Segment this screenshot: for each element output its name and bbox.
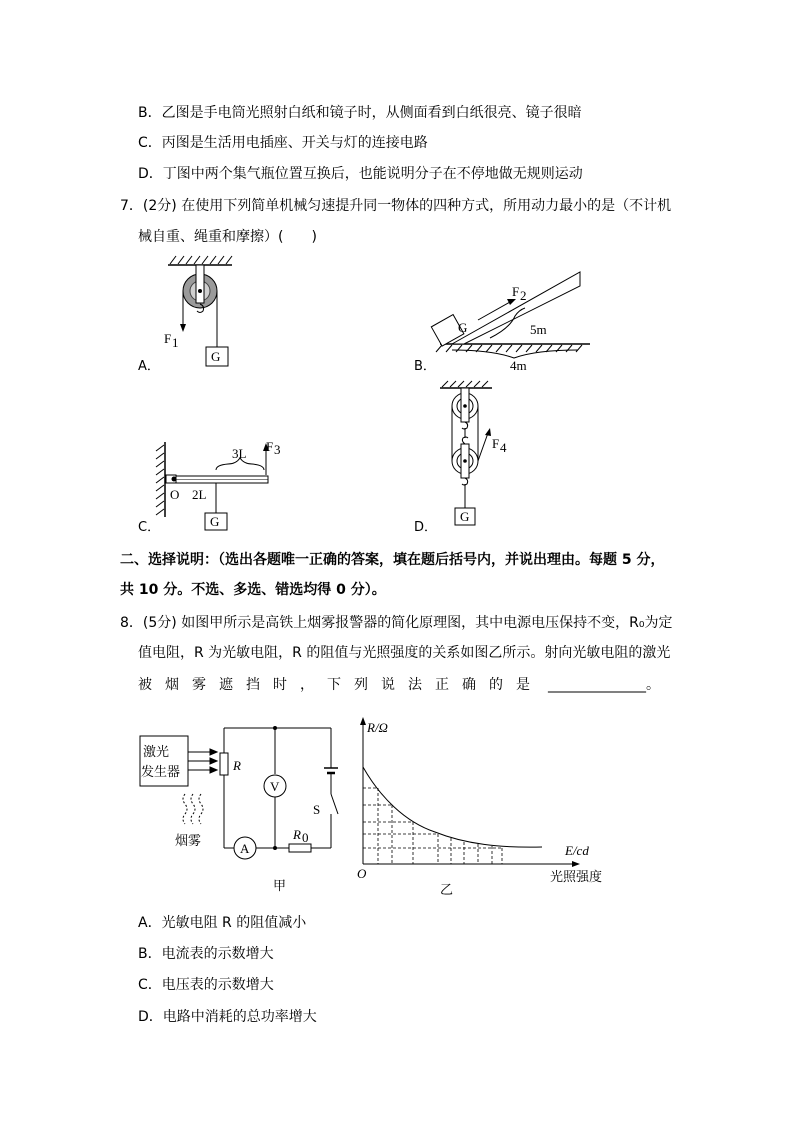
q8-answer-blank: ______________。 xyxy=(548,677,660,693)
q8-r0-label: R xyxy=(293,827,301,842)
q7-figc-pivot: O xyxy=(170,487,180,502)
q8-graph-xcaption: 光照强度 xyxy=(550,870,603,885)
q8-graph-origin: O xyxy=(357,866,367,881)
q8-figure-yi-caption: 乙 xyxy=(440,883,454,898)
q7-figure-d-pulley-block xyxy=(430,378,520,533)
q7-figd-force: F xyxy=(492,436,500,451)
q7-figd-weight: G xyxy=(460,509,470,524)
q8-laser-label-1: 激光 xyxy=(143,745,170,760)
q6-option-b: B．乙图是手电筒光照射白纸和镜子时，从侧面看到白纸很亮、镜子很暗 xyxy=(138,105,582,121)
q8-r0-sub: 0 xyxy=(302,830,309,845)
q8-option-d: D．电路中消耗的总功率增大 xyxy=(138,1009,317,1025)
q8-figure-yi-graph xyxy=(350,712,620,897)
q7-figc-weight: G xyxy=(210,514,220,529)
q8-option-a: A．光敏电阻 R 的阻值减小 xyxy=(138,915,307,931)
q8-graph-ylabel: R/Ω xyxy=(367,720,388,735)
q7-figb-base-len: 4m xyxy=(510,358,527,373)
q8-ammeter-label: A xyxy=(240,841,250,856)
q7-figa-force: F xyxy=(164,331,172,346)
q8-smoke-label: 烟雾 xyxy=(175,834,202,849)
q7-figb-slope-len: 5m xyxy=(530,322,547,337)
q7-figb-force-sub: 2 xyxy=(520,288,527,303)
section2-heading-line2: 共 10 分。不选、多选、错选均得 0 分）。 xyxy=(120,582,386,598)
q7-figc-short-arm: 2L xyxy=(192,487,207,502)
q8-option-c: C．电压表的示数增大 xyxy=(138,977,274,993)
q7-figb-weight: G xyxy=(458,320,468,335)
q8-figure-jia-circuit xyxy=(135,718,350,898)
q8-stem-line1: 8．(5分) 如图甲所示是高铁上烟雾报警器的简化原理图，其中电源电压保持不变，R₀为定 xyxy=(120,615,673,631)
q7-figb-force: F xyxy=(512,284,520,299)
q7-figc-force: F xyxy=(266,439,274,454)
q7-figd-force-sub: 4 xyxy=(500,440,507,455)
q7-figc-force-sub: 3 xyxy=(274,442,281,457)
q7-figa-force-sub: 1 xyxy=(172,335,179,350)
q7-figure-a-fixed-pulley xyxy=(150,250,260,375)
q7-figure-b-incline xyxy=(430,262,600,377)
q7-figa-weight: G xyxy=(211,349,221,364)
q7-stem-line2: 械自重、绳重和摩擦）( ) xyxy=(138,229,317,245)
q8-voltmeter-label: V xyxy=(270,779,280,794)
q7-figc-long-arm: 3L xyxy=(232,446,247,461)
q8-switch-label: S xyxy=(313,802,321,817)
q8-laser-label-2: 发生器 xyxy=(141,765,181,780)
q8-option-b: B．电流表的示数增大 xyxy=(138,946,274,962)
q8-graph-xlabel: E/cd xyxy=(565,843,589,858)
q8-resistor-r-label: R xyxy=(233,758,241,773)
q7-label-c: C． xyxy=(138,520,161,535)
q8-figure-jia-caption: 甲 xyxy=(273,879,287,894)
q6-option-d: D．丁图中两个集气瓶位置互换后，也能说明分子在不停地做无规则运动 xyxy=(138,166,583,182)
q7-stem-line1: 7．(2分) 在使用下列简单机械匀速提升同一物体的四种方式，所用动力最小的是（不计机 xyxy=(120,198,672,214)
q7-label-b: B． xyxy=(414,359,436,374)
q7-label-a: A． xyxy=(138,359,160,374)
section2-heading-line1: 二、选择说明：（选出各题唯一正确的答案，填在题后括号内，并说出理由。每题 5 分， xyxy=(120,552,665,568)
q6-option-c: C．丙图是生活用电插座、开关与灯的连接电路 xyxy=(138,135,428,151)
q8-stem-line2: 值电阻，R 为光敏电阻，R 的阻值与光照强度的关系如图乙所示。射向光敏电阻的激光 xyxy=(138,645,671,661)
q7-figure-c-lever xyxy=(152,437,292,537)
q8-stem-line3: 被烟雾遮挡时，下列说法正确的是 xyxy=(138,677,543,693)
q7-label-d: D． xyxy=(414,520,438,535)
